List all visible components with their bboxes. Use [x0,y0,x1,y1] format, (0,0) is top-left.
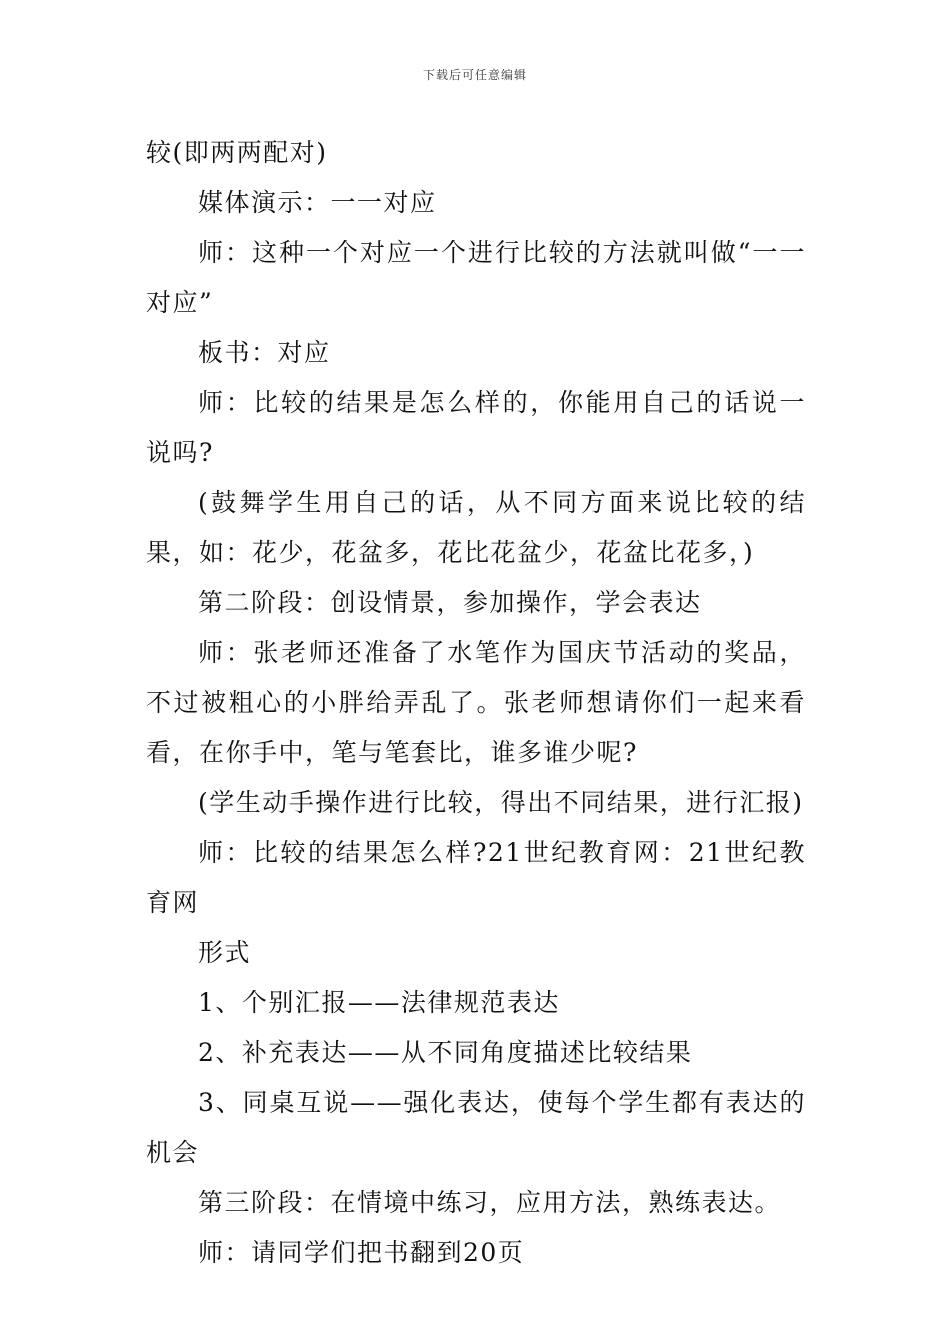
paragraph: 师：比较的结果怎么样?21世纪教育网：21世纪教育网 [146,838,806,917]
paragraph: 第二阶段：创设情景，参加操作，学会表达 [198,588,702,617]
paragraph: (鼓舞学生用自己的话，从不同方面来说比较的结果，如：花少，花盆多，花比花盆少，花盆比花多，) [146,488,806,567]
paragraph: 形式 [198,938,252,967]
paragraph: 2、补充表达——从不同角度描述比较结果 [198,1038,693,1067]
paragraph: 板书：对应 [198,338,331,367]
paragraph: 师：请同学们把书翻到20页 [198,1238,525,1267]
paragraph: 较(即两两配对) [146,138,328,167]
paragraph: 师：张老师还准备了水笔作为国庆节活动的奖品，不过被粗心的小胖给弄乱了。张老师想请你们一起来看看，在你手中，笔与笔套比，谁多谁少呢? [146,638,806,767]
paragraph: (学生动手操作进行比较，得出不同结果，进行汇报) [198,788,804,817]
paragraph: 师：这种一个对应一个进行比较的方法就叫做“一一对应” [146,238,806,317]
paragraph: 媒体演示：一一对应 [198,188,437,217]
document-body [146,128,806,1278]
paragraph: 1、个别汇报——法律规范表达 [198,988,560,1017]
page-header: 下载后可任意编辑 [422,68,527,82]
paragraph: 3、同桌互说——强化表达，使每个学生都有表达的机会 [146,1088,806,1167]
paragraph: 师：比较的结果是怎么样的，你能用自己的话说一说吗? [146,388,806,467]
paragraph: 第三阶段：在情境中练习，应用方法，熟练表达。 [198,1188,782,1217]
